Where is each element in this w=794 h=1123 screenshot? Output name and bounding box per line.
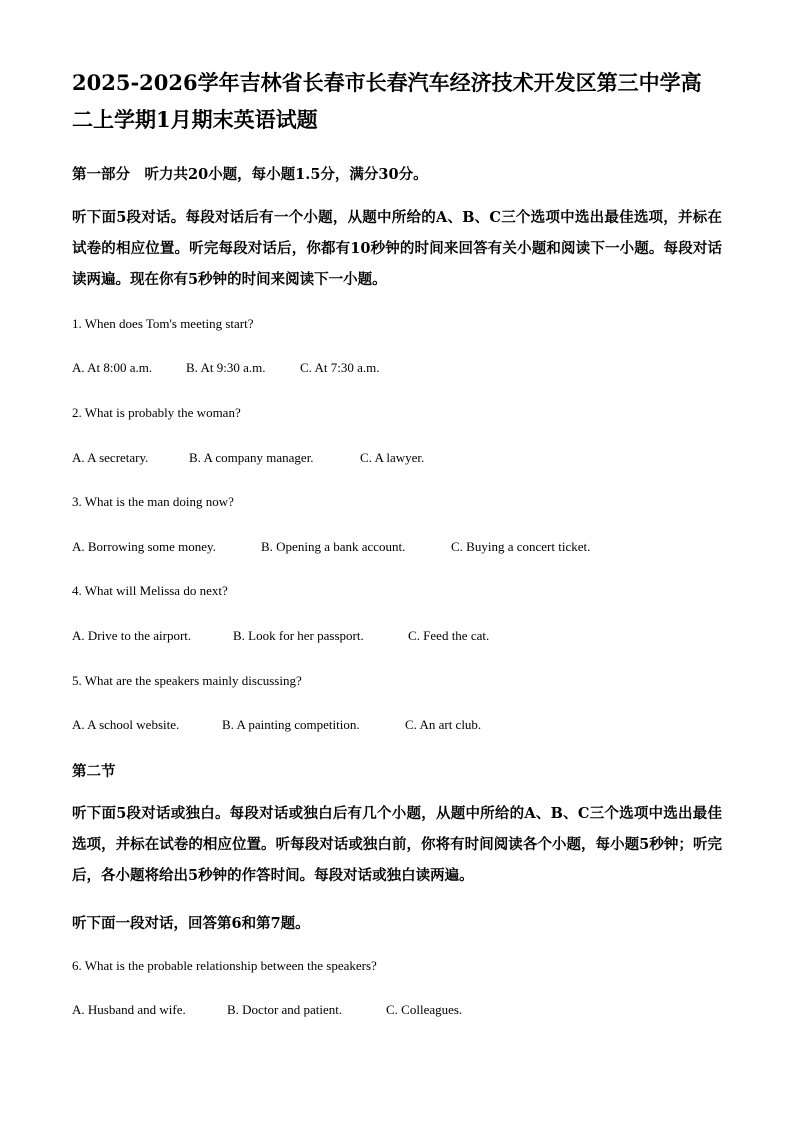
question-6: 6. What is the probable relationship between the speakers? (72, 958, 377, 973)
option-a: A. A secretary. (72, 450, 149, 465)
option-c: C. Colleagues. (386, 1002, 463, 1017)
option-b: B. Look for her passport. (233, 628, 364, 643)
option-b: B. At 9:30 a.m. (186, 360, 266, 375)
question-1: 1. When does Tom's meeting start? (72, 316, 254, 331)
section1-instructions: 听下面5段对话。每段对话后有一个小题，从题中所给的A、B、C三个选项中选出最佳选项，并标在试卷的相应位置。听完每段对话后，你都有10秒钟的时间来回答有关小题和阅读下一小题。每段对话读两遍。现在你有5秒钟的时间来阅读下一小题。 (72, 209, 722, 288)
option-b: B. Opening a bank account. (261, 539, 406, 554)
option-a: A. Drive to the airport. (72, 628, 192, 643)
question-3: 3. What is the man doing now? (72, 494, 234, 509)
option-b: B. Doctor and patient. (227, 1002, 343, 1017)
option-a: A. Husband and wife. (72, 1002, 186, 1017)
option-c: C. Feed the cat. (408, 628, 490, 643)
option-c: C. A lawyer. (360, 450, 425, 465)
question-2: 2. What is probably the woman? (72, 405, 241, 420)
option-a: A. Borrowing some money. (72, 539, 216, 554)
exam-title: 2025-2026学年吉林省长春市长春汽车经济技术开发区第三中学高二上学期1月期末英语试题 (72, 70, 702, 132)
dialogue6-intro: 听下面一段对话，回答第6和第7题。 (72, 915, 310, 932)
option-c: C. At 7:30 a.m. (300, 360, 380, 375)
option-c: C. Buying a concert ticket. (451, 539, 591, 554)
option-a: A. A school website. (72, 717, 180, 732)
section2-instructions: 听下面5段对话或独白。每段对话或独白后有几个小题，从题中所给的A、B、C三个选项中选出最佳选项，并标在试卷的相应位置。听每段对话或独白前，你将有时间阅读各个小题，每小题5秒钟；听完后，各小题将给出5秒钟的作答时间。每段对话或独白读两遍。 (72, 805, 722, 884)
question-4: 4. What will Melissa do next? (72, 583, 228, 598)
option-a: A. At 8:00 a.m. (72, 360, 153, 375)
part1-heading: 第一部分 听力共20小题，每小题1.5分，满分30分。 (72, 166, 428, 183)
question-5: 5. What are the speakers mainly discussing? (72, 673, 302, 688)
option-b: B. A company manager. (189, 450, 314, 465)
section2-heading: 第二节 (72, 763, 116, 780)
option-c: C. An art club. (405, 717, 482, 732)
option-b: B. A painting competition. (222, 717, 360, 732)
